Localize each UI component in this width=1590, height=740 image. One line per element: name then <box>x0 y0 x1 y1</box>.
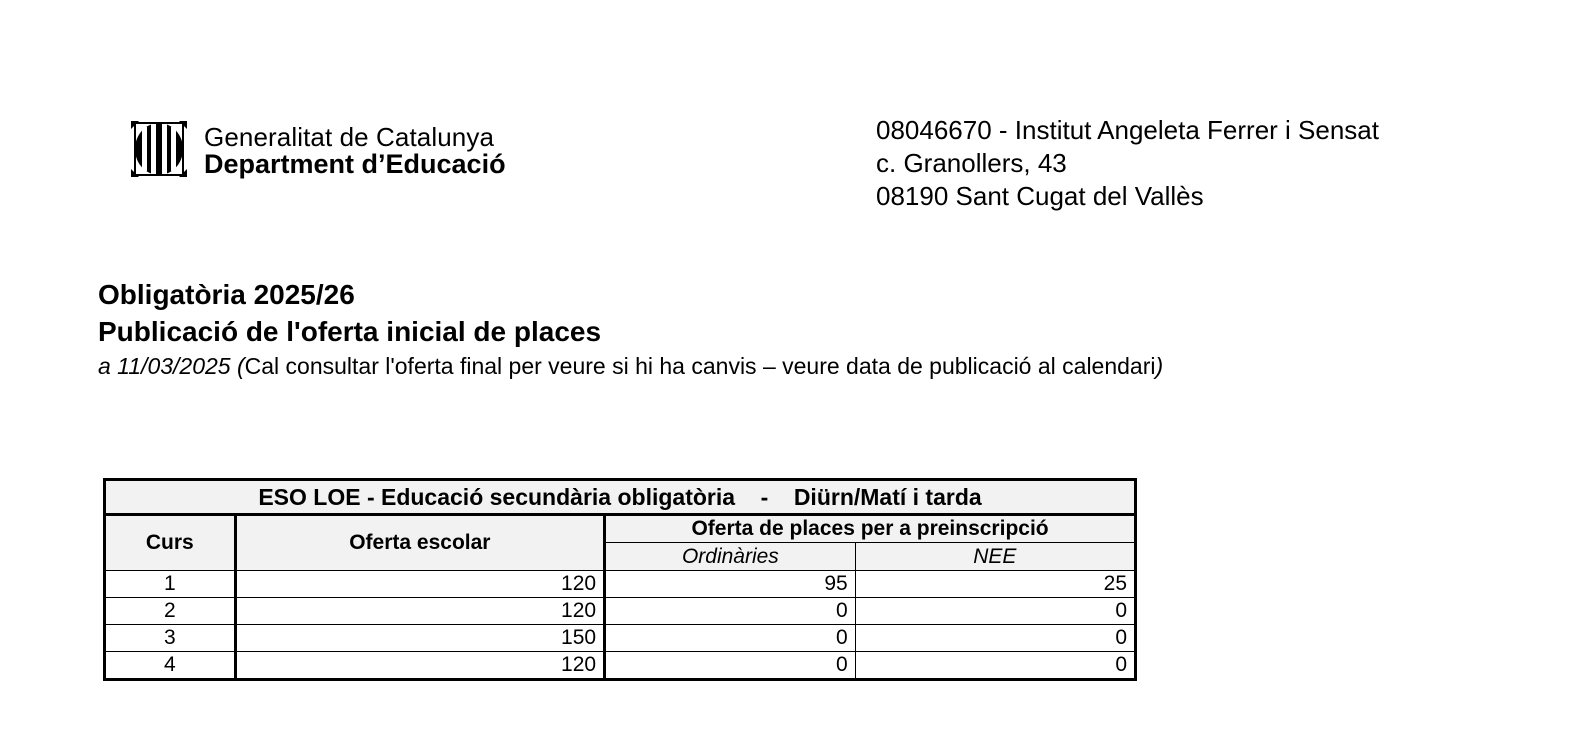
header-nee: NEE <box>855 543 1135 571</box>
logo-department-text: Department d’Educació <box>204 149 506 179</box>
school-street: c. Granollers, 43 <box>876 148 1067 178</box>
publication-date: a 11/03/2025 ( <box>98 353 245 379</box>
header-oferta-places: Oferta de places per a preinscripció <box>605 515 1136 543</box>
school-address <box>876 114 1379 213</box>
cell-curs: 1 <box>105 571 236 598</box>
cell-nee: 0 <box>855 625 1135 652</box>
table-row <box>105 625 1136 652</box>
school-city: 08190 Sant Cugat del Vallès <box>876 181 1204 211</box>
cell-oferta: 120 <box>235 652 605 680</box>
table-caption: ESO LOE - Educació secundària obligatòria - Diürn/Matí i tarda <box>105 480 1136 515</box>
table-row <box>105 571 1136 598</box>
school-name: 08046670 - Institut Angeleta Ferrer i Sensat <box>876 115 1379 145</box>
generalitat-logo <box>129 119 599 179</box>
cell-nee: 0 <box>855 652 1135 680</box>
logo-generalitat-text: Generalitat de Catalunya <box>204 122 495 152</box>
table-row <box>105 598 1136 625</box>
cell-curs: 2 <box>105 598 236 625</box>
header-curs: Curs <box>105 515 236 571</box>
generalitat-emblem-icon <box>129 119 189 179</box>
cell-oferta: 120 <box>235 598 605 625</box>
cell-ordinaries: 0 <box>605 652 856 680</box>
cell-nee: 25 <box>855 571 1135 598</box>
cell-curs: 4 <box>105 652 236 680</box>
publication-note-text: Cal consultar l'oferta final per veure si hi ha canvis – veure data de publicació al calendari <box>244 353 1156 379</box>
header-oferta-escolar: Oferta escolar <box>235 515 605 571</box>
document-heading <box>98 276 1163 383</box>
header-ordinaries: Ordinàries <box>605 543 856 571</box>
cell-ordinaries: 95 <box>605 571 856 598</box>
cell-nee: 0 <box>855 598 1135 625</box>
table-row <box>105 652 1136 680</box>
publication-note-close: ) <box>1155 353 1164 379</box>
cell-ordinaries: 0 <box>605 625 856 652</box>
places-offer-table <box>103 478 1137 681</box>
cell-curs: 3 <box>105 625 236 652</box>
document-title: Obligatòria 2025/26 <box>98 279 355 310</box>
document-subtitle: Publicació de l'oferta inicial de places <box>98 316 602 347</box>
cell-oferta: 150 <box>235 625 605 652</box>
cell-ordinaries: 0 <box>605 598 856 625</box>
cell-oferta: 120 <box>235 571 605 598</box>
publication-note <box>98 350 1163 383</box>
